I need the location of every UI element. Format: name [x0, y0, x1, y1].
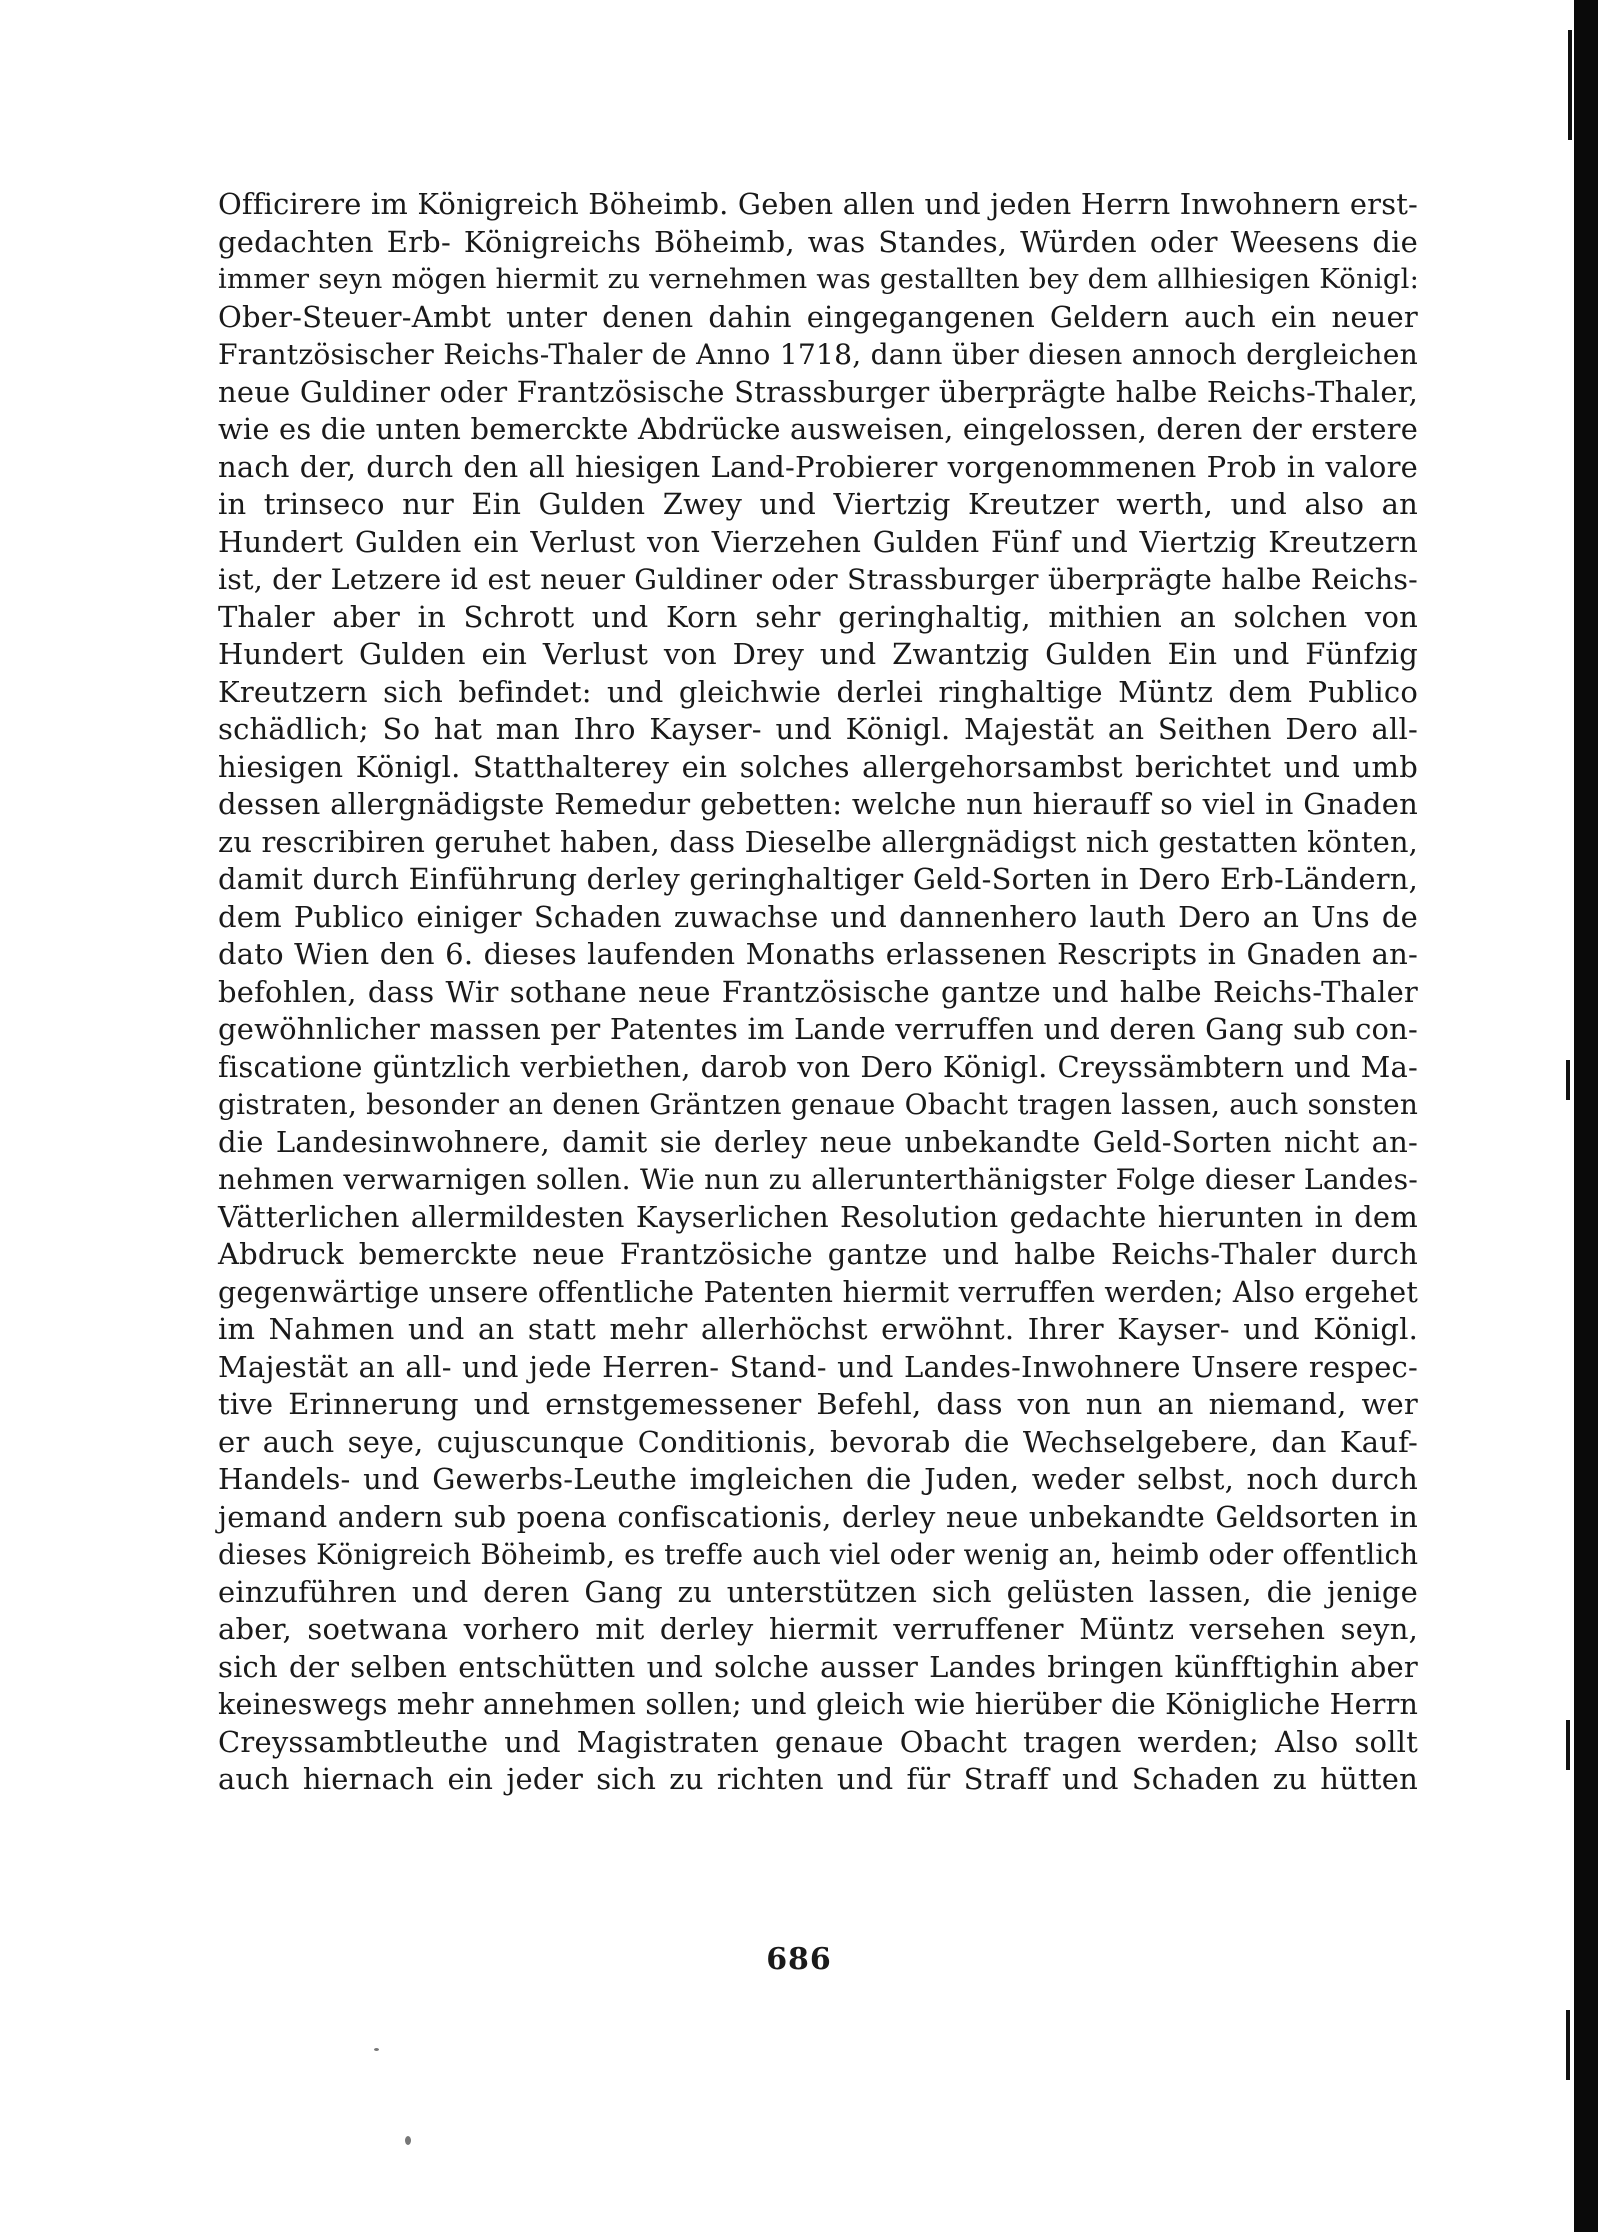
text-line: immer seyn mögen hiermit zu vernehmen was gestallten bey dem allhiesigen Königl: [218, 264, 1420, 295]
body-text [218, 186, 1418, 1799]
text-line: dieses Königreich Böheimb, es treffe auch viel oder wenig an, heimb oder offentlich [218, 1538, 1419, 1571]
text-line: keineswegs mehr annehmen sollen; und gleich wie hierüber die Königliche Herrn [218, 1687, 1419, 1721]
scan-speck [374, 2048, 379, 2051]
text-line: neue Guldiner oder Frantzösische Strassburger überprägte halbe Reichs-Thaler, [218, 374, 1418, 409]
text-line: Majestät an all- und jede Herren- Stand- und Landes-Inwohnere Unsere respec- [218, 1349, 1418, 1384]
text-line: er auch seye, cujuscunque Conditionis, bevorab die Wechselgebere, dan Kauf- [218, 1424, 1418, 1459]
text-line: einzuführen und deren Gang zu unterstützen sich gelüsten lassen, die jenige [218, 1574, 1418, 1609]
text-line: aber, soetwana vorhero mit derley hiermit verruffener Müntz versehen seyn, [218, 1612, 1418, 1646]
text-line: Ober-Steuer-Ambt unter denen dahin eingegangenen Geldern auch ein neuer [218, 299, 1418, 334]
text-line: tive Erinnerung und ernstgemessener Befehl, dass von nun an niemand, wer [218, 1387, 1418, 1421]
text-line: gegenwärtige unsere offentliche Patenten hiermit verruffen werden; Also ergehet [218, 1275, 1418, 1309]
text-line: in trinseco nur Ein Gulden Zwey und Viertzig Kreutzer werth, und also an [218, 487, 1418, 521]
text-line: Vätterlichen allermildesten Kayserlichen Resolution gedachte hierunten in dem [218, 1199, 1418, 1234]
page-number: 686 [766, 1942, 832, 1977]
scan-edge-mark [1566, 1060, 1570, 1100]
text-line: auch hiernach ein jeder sich zu richten und für Straff und Schaden zu hütten [218, 1762, 1418, 1796]
text-line: Thaler aber in Schrott und Korn sehr geringhaltig, mithien an solchen von [218, 599, 1418, 634]
text-line: Abdruck bemerckte neue Frantzösiche gantze und halbe Reichs-Thaler durch [218, 1237, 1418, 1271]
text-line: nehmen verwarnigen sollen. Wie nun zu allerunterthänigster Folge dieser Landes- [218, 1163, 1419, 1196]
text-line: dato Wien den 6. dieses laufenden Monaths erlassenen Rescripts in Gnaden an- [218, 937, 1418, 971]
text-line: fiscatione güntzlich verbiethen, darob von Dero Königl. Creyssämbtern und Ma- [218, 1049, 1418, 1084]
text-line: gewöhnlicher massen per Patentes im Lande verruffen und deren Gang sub con- [218, 1012, 1418, 1046]
text-line: hiesigen Königl. Statthalterey ein solches allergehorsambst berichtet und umb [218, 749, 1418, 784]
text-line: jemand andern sub poena confiscationis, derley neue unbekandte Geldsorten in [218, 1499, 1418, 1534]
text-line: gedachten Erb- Königreichs Böheimb, was Standes, Würden oder Weesens die [218, 224, 1418, 259]
scan-edge-mark [1566, 1720, 1570, 1770]
scan-page-edge [1574, 0, 1598, 2232]
text-line: nach der, durch den all hiesigen Land-Probierer vorgenommenen Prob in valore [218, 449, 1418, 484]
scan-speck [405, 2136, 411, 2145]
text-line: dessen allergnädigste Remedur gebetten: welche nun hierauff so viel in Gnaden [218, 787, 1418, 821]
scan-edge-mark [1568, 30, 1572, 140]
text-line: zu rescribiren geruhet haben, dass Dieselbe allergnädigst nich gestatten könten, [218, 824, 1418, 859]
text-line: im Nahmen und an statt mehr allerhöchst erwöhnt. Ihrer Kayser- und Königl. [218, 1312, 1418, 1346]
text-line: befohlen, dass Wir sothane neue Frantzösische gantze und halbe Reichs-Thaler [218, 974, 1418, 1009]
text-line: gistraten, besonder an denen Gräntzen genaue Obacht tragen lassen, auch sonsten [218, 1088, 1419, 1121]
text-line: Hundert Gulden ein Verlust von Drey und Zwantzig Gulden Ein und Fünfzig [218, 637, 1418, 671]
text-line: die Landesinwohnere, damit sie derley neue unbekandte Geld-Sorten nicht an- [218, 1124, 1418, 1159]
text-line: Kreutzern sich befindet: und gleichwie derlei ringhaltige Müntz dem Publico [218, 674, 1418, 709]
scan-edge-mark [1566, 2010, 1570, 2080]
text-line: wie es die unten bemerckte Abdrücke ausweisen, eingelossen, deren der erstere [218, 412, 1418, 446]
text-line: dem Publico einiger Schaden zuwachse und dannenhero lauth Dero an Uns de [218, 899, 1418, 934]
text-line: Frantzösischer Reichs-Thaler de Anno 1718, dann über diesen annoch dergleichen [218, 338, 1418, 371]
text-line: Officirere im Königreich Böheimb. Geben allen und jeden Herrn Inwohnern erst- [218, 187, 1418, 221]
text-line: sich der selben entschütten und solche ausser Landes bringen künfftighin aber [218, 1649, 1418, 1684]
text-line: Hundert Gulden ein Verlust von Vierzehen Gulden Fünf und Viertzig Kreutzern [218, 524, 1418, 559]
text-line: Creyssambtleuthe und Magistraten genaue Obacht tragen werden; Also sollt [218, 1724, 1418, 1759]
text-line: ist, der Letzere id est neuer Guldiner oder Strassburger überprägte halbe Reichs- [218, 563, 1418, 596]
text-line: damit durch Einführung derley geringhaltiger Geld-Sorten in Dero Erb-Ländern, [218, 862, 1418, 896]
text-line: Handels- und Gewerbs-Leuthe imgleichen die Juden, weder selbst, noch durch [218, 1462, 1418, 1496]
text-line: schädlich; So hat man Ihro Kayser- und Königl. Majestät an Seithen Dero all- [218, 712, 1418, 746]
